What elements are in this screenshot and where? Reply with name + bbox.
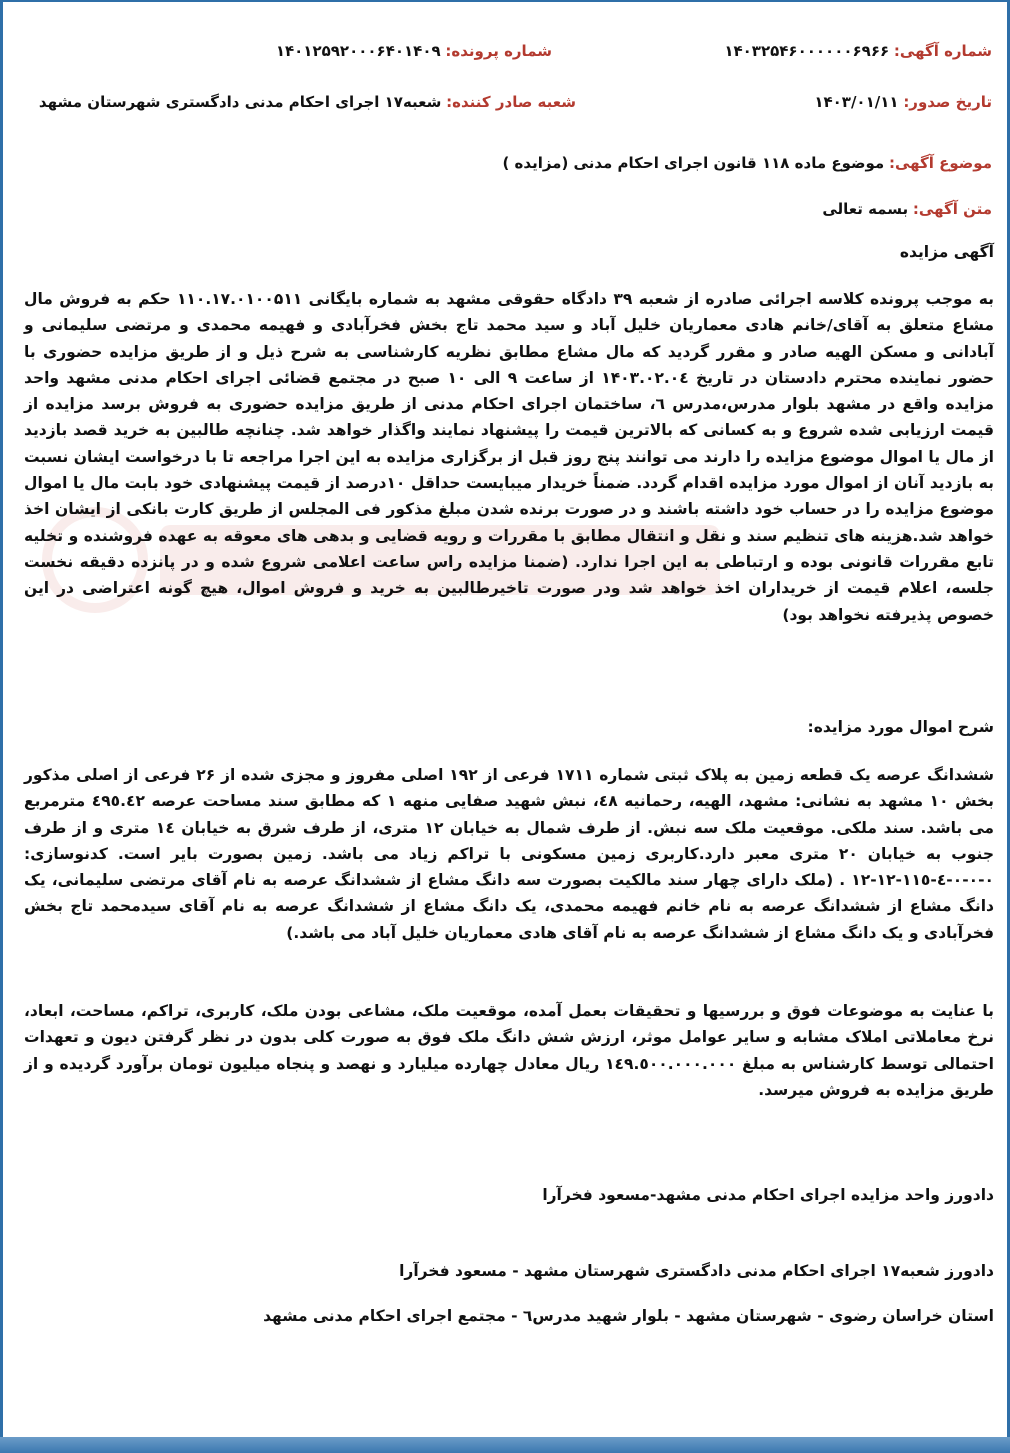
ad-number-label: شماره آگهی: xyxy=(893,42,992,60)
subject: موضوع ماده ۱۱۸ قانون اجرای احکام مدنی (مزایده ) xyxy=(502,154,885,172)
valuation-paragraph: با عنایت به موضوعات فوق و بررسیها و تحقیقات بعمل آمده، موقعیت ملک، مشاعی بودن ملک، کاربری، تراکم، مساحت، ابعاد، نرخ معاملاتی املاک مشابه و سایر عوامل موثر، ارزش شش دانگ ملک فوق به صورت کلی بدون در نظر گرفتن دیون و تعهدات احتمالی توسط کارشناس به مبلغ ۱٤۹.٥۰۰.۰۰۰.۰۰۰ ریال معادل چهارده میلیارد و نهصد و پنجاه میلیون تومان برآورد گردیده و از طریق مزایده به فروش میرسد. xyxy=(24,1002,994,1099)
ad-number-row xyxy=(724,42,992,60)
office-address: استان خراسان رضوی - شهرستان مشهد - بلوار شهید مدرس٦ - مجتمع اجرای احکام مدنی مشهد xyxy=(263,1307,994,1325)
issue-date-row xyxy=(814,93,992,111)
property-description: ششدانگ عرصه یک قطعه زمین به پلاک ثبتی شماره ۱۷۱۱ فرعی از ۱۹۲ اصلی مفروز و مجزی شده از ۲۶ فرعی از اصلی مذکور بخش ۱۰ مشهد به نشانی: مشهد، الهیه، رحمانیه ٤۸، نبش شهید صفایی منهه ۱ که مطابق سند مساحت عرصه ٤۹٥.٤۲ مترمربع می باشد. سند ملکی. موقعیت ملک سه نبش. از طرف شمال به خیابان ۱۲ متری، از طرف شرق به خیابان ١٤ متری و از طرف جنوب به خیابان ۲۰ متری معبر دارد.کاربری زمین مسکونی با تراکم زیاد می باشد. زمین بصورت بایر است. کدنوسازی: ۰-۰-۰-٤-۱۱٥-۱۲-۱۲ . (ملک دارای چهار سند مالکیت بصورت سه دانگ مشاع از ششدانگ عرصه به نام آقای مرتضی سلیمانی، یک دانگ مشاع از ششدانگ عرصه به نام خانم فهیمه محمدی، یک دانگ مشاع از ششدانگ عرصه به نام آقای سیدمحمد تاج بخش فخرآبادی و یک دانگ مشاع از ششدانگ عرصه به نام آقای هادی معماریان خلیل آباد می باشد.) xyxy=(24,766,994,942)
property-heading: شرح اموال مورد مزایده: xyxy=(807,718,994,736)
issuing-branch-row xyxy=(39,93,576,111)
ad-number: ۱۴۰۳۲۵۴۶۰۰۰۰۰۰۶۹۶۶ xyxy=(724,42,890,60)
text-intro-row xyxy=(822,200,992,218)
subject-row xyxy=(502,154,992,172)
notice-heading: آگهی مزایده xyxy=(899,243,994,261)
auction-paragraph: به موجب پرونده کلاسه اجرائی صادره از شعبه ۳۹ دادگاه حقوقی مشهد به شماره بایگانی ۱۱۰.۱۷.۰۱۰۰۵۱۱ حکم به فروش مال مشاع متعلق به آقای/خانم هادی معماریان خلیل آباد و سید محمد تاج بخش فخرآبادی و فهیمه محمدی و مرتضی سلیمانی و آبادانی و مسکن الهیه صادر و مقرر گردید که مال مشاع مطابق نظریه کارشناسی به شرح ذیل و از طریق مزایده حضوری با حضور نماینده محترم دادستان در تاریخ ۱۴۰۳.۰۲.۰٤ از ساعت ۹ الی ۱۰ صبح در مجتمع قضائی اجرای احکام مدنی مشهد واحد مزایده واقع در مشهد بلوار مدرس،مدرس ٦، ساختمان اجرای احکام مدنی از طریق مزایده حضوری به فروش برسد مزایده از قیمت ارزیابی شده شروع و به کسانی که بالاترین قیمت را پیشنهاد نمایند واگذار خواهد شد. چنانچه طالبین به خرید قصد بازدید از مال یا اموال موضوع مزایده را دارند می توانند پنج روز قبل از برگزاری مزایده به این اجرا مراجعه تا با درخواست ایشان نسبت به بازدید آنان از اموال مورد مزایده اقدام گردد. ضمناً خریدار میبایست حداقل ۱۰درصد از قیمت پیشنهادی خود بابت مال یا اموال موضوع مزایده را در حساب خود داشته باشند و در صورت برنده شدن مبلغ مذکور فی المجلس از طریق کارت بانکی از ایشان اخذ خواهد شد.هزینه های تنظیم سند و نقل و انتقال مطابق با مقررات و رویه قضایی و بدهی های معوقه به عهده فروشنده و تخلیه تابع مقررات قانونی بوده و ارتباطی به این اجرا ندارد. (ضمنا مزایده راس ساعت اعلامی شروع شده و در پانزده دقیقه نخست جلسه، اعلام قیمت از خریداران اخذ خواهد شد ودر صورت تاخیرطالبین به خرید و فروش اموال، هیچ گونه اعتراضی در این خصوص پذیرفته نخواهد بود) xyxy=(24,290,995,624)
signature-auction-unit: دادورز واحد مزایده اجرای احکام مدنی مشهد-مسعود فخرآرا xyxy=(542,1186,994,1204)
issuing-branch-label: شعبه صادر کننده: xyxy=(446,93,576,111)
issue-date-label: تاریخ صدور: xyxy=(903,93,992,111)
issue-date: ۱۴۰۳/۰۱/۱۱ xyxy=(814,93,899,111)
text-intro: بسمه تعالی xyxy=(822,200,909,218)
case-number: ۱۴۰۱۲۵۹۲۰۰۰۶۴۰۱۴۰۹ xyxy=(275,42,441,60)
text-label: متن آگهی: xyxy=(912,200,992,218)
subject-label: موضوع آگهی: xyxy=(888,154,992,172)
case-number-row xyxy=(276,42,552,60)
case-number-label: شماره پرونده: xyxy=(445,42,552,60)
bottom-bar xyxy=(0,1437,1010,1453)
issuing-branch: شعبه۱۷ اجرای احکام مدنی دادگستری شهرستان مشهد xyxy=(38,93,442,111)
signature-branch: دادورز شعبه۱۷ اجرای احکام مدنی دادگستری شهرستان مشهد - مسعود فخرآرا xyxy=(399,1262,994,1280)
